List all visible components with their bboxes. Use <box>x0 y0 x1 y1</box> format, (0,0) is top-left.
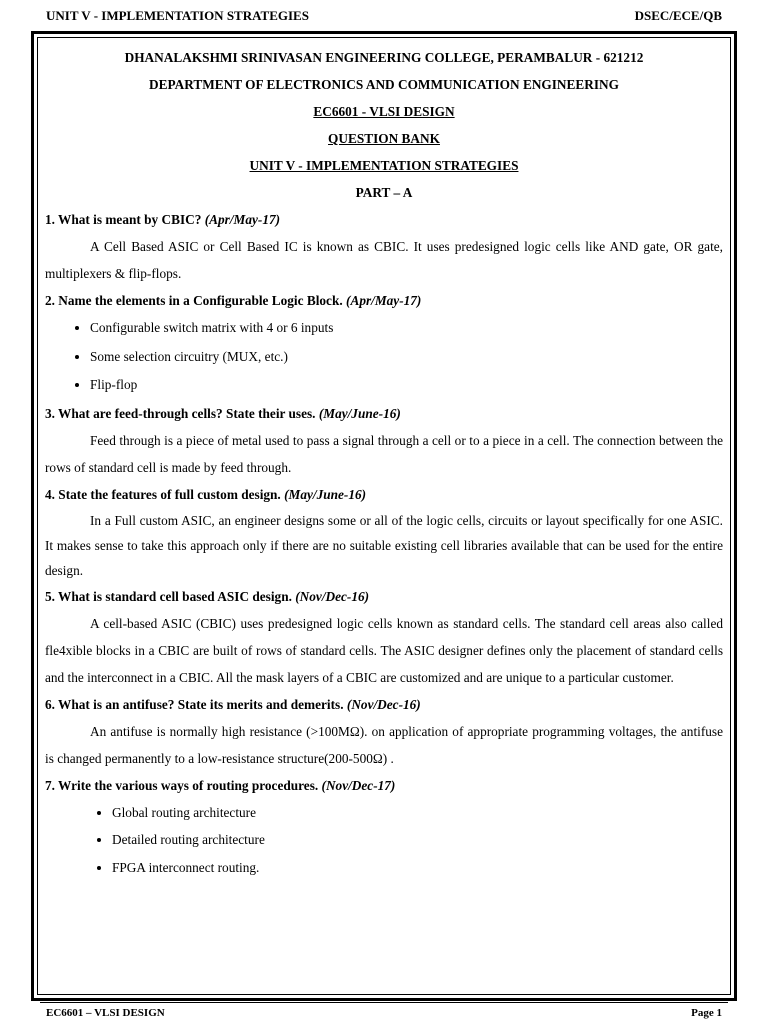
question-2-mark: (Apr/May-17) <box>346 293 422 308</box>
answer-3: Feed through is a piece of metal used to pass a signal through a cell or to a piece in a cell. The connection between the rows of standard cell is made by feed through. <box>45 432 723 475</box>
question-6: 6. What is an antifuse? State its merits and demerits. (Nov/Dec-16) <box>45 696 421 712</box>
question-4: 4. State the features of full custom design. (May/June-16) <box>45 486 367 502</box>
course-title: EC6601 - VLSI DESIGN <box>313 104 455 119</box>
question-5-mark: (Nov/Dec-16) <box>295 588 370 604</box>
list-item: • Global routing architecture <box>112 799 723 827</box>
answer-2-list <box>45 314 723 400</box>
answer-1: A Cell Based ASIC or Cell Based IC is known as CBIC. It uses predesigned logic cells like AND gate, OR gate, multiplexers & flip-flops. <box>45 239 723 281</box>
page-content <box>45 44 723 881</box>
question-3-mark: (May/June-16) <box>318 405 401 421</box>
part-title: PART – A <box>355 185 413 200</box>
list-item: • Some selection circuitry (MUX, etc.) <box>90 343 723 372</box>
running-header-code: DSEC/ECE/QB <box>634 8 722 23</box>
footer-rule <box>40 1002 728 1003</box>
footer-course: EC6601 – VLSI DESIGN <box>46 1007 165 1019</box>
unit-title: UNIT V - IMPLEMENTATION STRATEGIES <box>249 158 519 173</box>
college-name: DHANALAKSHMI SRINIVASAN ENGINEERING COLLEGE, PERAMBALUR - 621212 <box>124 50 644 65</box>
question-4-mark: (May/June-16) <box>284 486 367 502</box>
list-item: • FPGA interconnect routing. <box>112 854 723 882</box>
question-6-mark: (Nov/Dec-16) <box>346 696 421 712</box>
question-1: 1. What is meant by CBIC? (Apr/May-17) <box>45 212 281 227</box>
answer-5: A cell-based ASIC (CBIC) uses predesigned logic cells known as standard cells. The standard cell areas also called fle4xible blocks in a CBIC are built of rows of standard cells. The ASIC designer defines only the placement of standard cells and the interconnect in a CBIC. All the mask layers of a CBIC are customized and are unique to a particular customer. <box>45 615 723 685</box>
question-7-mark: (Nov/Dec-17) <box>321 777 396 793</box>
question-7: 7. Write the various ways of routing procedures. (Nov/Dec-17) <box>45 777 396 793</box>
list-item: • Configurable switch matrix with 4 or 6 inputs <box>90 314 723 343</box>
department-name: DEPARTMENT OF ELECTRONICS AND COMMUNICATION ENGINEERING <box>148 77 619 92</box>
question-bank-title: QUESTION BANK <box>328 131 440 146</box>
question-5: 5. What is standard cell based ASIC design. (Nov/Dec-16) <box>45 588 370 604</box>
footer-page-number: Page 1 <box>691 1007 722 1019</box>
running-header-title: UNIT V - IMPLEMENTATION STRATEGIES <box>46 8 309 23</box>
list-item: • Flip-flop <box>90 371 723 400</box>
question-2: 2. Name the elements in a Configurable Logic Block. (Apr/May-17) <box>45 293 422 308</box>
answer-4: In a Full custom ASIC, an engineer designs some or all of the logic cells, circuits or layout specifically for one ASIC. It makes sense to take this approach only if there are no suitable existing cell libraries available that can be used for the entire design. <box>45 512 723 578</box>
answer-6: An antifuse is normally high resistance (>100MΩ). on application of appropriate programming voltages, the antifuse is changed permanently to a low-resistance structure(200-500Ω) . <box>45 723 723 766</box>
answer-7-list <box>45 799 723 882</box>
question-1-mark: (Apr/May-17) <box>204 212 281 227</box>
question-3: 3. What are feed-through cells? State their uses. (May/June-16) <box>45 405 401 421</box>
list-item: • Detailed routing architecture <box>112 826 723 854</box>
